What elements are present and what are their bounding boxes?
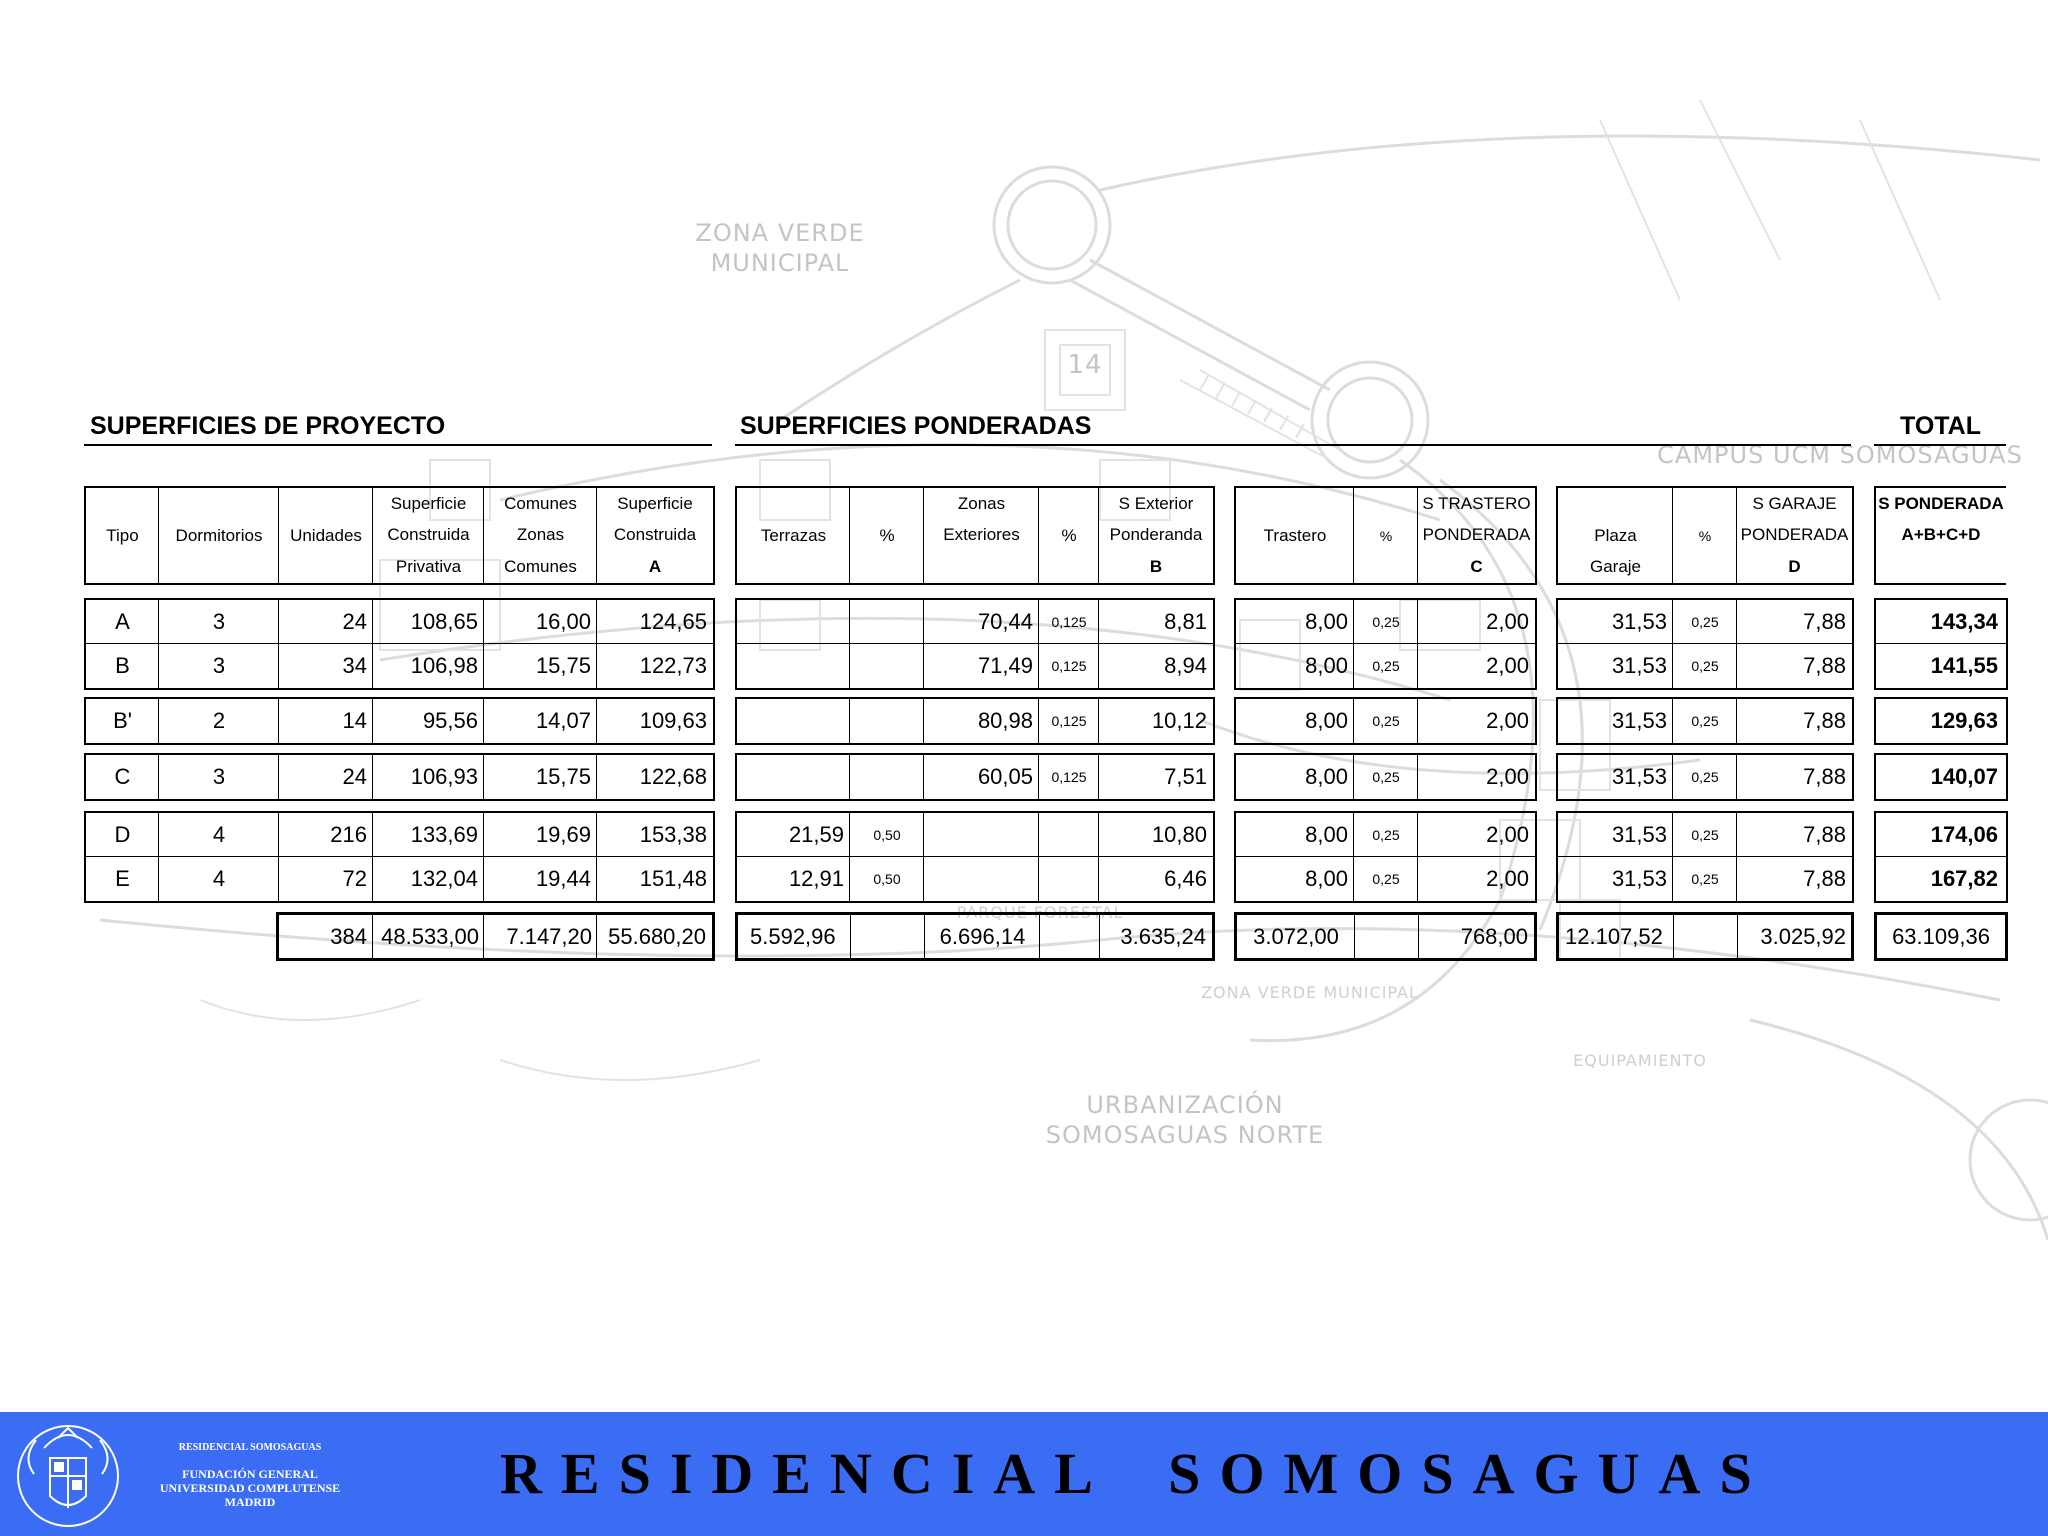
cell-tipo: E xyxy=(115,866,130,891)
cell-sca: 124,65 xyxy=(639,609,707,634)
cell-plaza: 31,53 xyxy=(1611,822,1667,847)
cell-terr: 12,91 xyxy=(788,866,844,891)
footer-logo-line-3: UNIVERSIDAD COMPLUTENSE xyxy=(159,1481,341,1495)
cell-sca: 109,63 xyxy=(639,708,707,733)
cell-com: 15,75 xyxy=(535,653,591,678)
cell-total: 141,55 xyxy=(1930,653,1998,678)
header-sup-construida-3: A xyxy=(648,557,662,576)
cell-sgd: 7,88 xyxy=(1803,609,1846,634)
section-title-ponderadas: SUPERFICIES PONDERADAS xyxy=(740,412,1092,440)
cell-com: 19,69 xyxy=(535,822,591,847)
row-group-exterior xyxy=(735,598,1215,690)
row-group-proyecto xyxy=(84,811,715,903)
total-trastero: 3.072,00 xyxy=(1253,924,1339,949)
cell-gpct: 0,25 xyxy=(1691,871,1719,887)
cell-zext: 71,49 xyxy=(977,653,1033,678)
row-group-trastero xyxy=(1234,598,1537,690)
header-s-exterior-1: S Exterior xyxy=(1118,494,1194,513)
cell-sext: 8,94 xyxy=(1164,653,1207,678)
header-trastero xyxy=(1234,486,1537,585)
cell-com: 14,07 xyxy=(535,708,591,733)
cell-total: 174,06 xyxy=(1930,822,1998,847)
header-s-garaje-2: PONDERADA xyxy=(1740,525,1849,544)
cell-tpct: 0,50 xyxy=(873,827,901,843)
cell-dorm: 3 xyxy=(212,653,226,678)
cell-gpct: 0,25 xyxy=(1691,658,1719,674)
cell-com: 19,44 xyxy=(535,866,591,891)
header-garaje xyxy=(1556,486,1854,585)
cell-trpct: 0,25 xyxy=(1372,871,1400,887)
header-s-exterior-2: Ponderanda xyxy=(1109,525,1203,544)
cell-sgd: 7,88 xyxy=(1803,764,1846,789)
header-sup-privativa-3: Privativa xyxy=(395,557,462,576)
cell-tras: 8,00 xyxy=(1305,866,1348,891)
cell-unid: 72 xyxy=(342,866,367,891)
total-cell xyxy=(1040,915,1100,958)
map-label-equipamiento: EQUIPAMIENTO xyxy=(1573,1051,1707,1070)
cell-terr xyxy=(737,699,844,743)
header-s-trastero-2: PONDERADA xyxy=(1422,525,1531,544)
cell-zpct xyxy=(1039,857,1099,901)
totals-total xyxy=(1874,912,2008,961)
cell-plaza: 31,53 xyxy=(1611,764,1667,789)
header-comunes-2: Zonas xyxy=(516,525,565,544)
cell-tras: 8,00 xyxy=(1305,708,1348,733)
header-plaza-1: Plaza xyxy=(1594,526,1637,545)
header-zonas-ext-2: Exteriores xyxy=(943,525,1020,544)
header-s-trastero-3: C xyxy=(1470,557,1483,576)
cell-tpct xyxy=(850,644,924,688)
cell-tras: 8,00 xyxy=(1305,822,1348,847)
header-sup-construida-2: Construida xyxy=(613,525,697,544)
cell-unid: 24 xyxy=(342,609,367,634)
total-s-trastero: 768,00 xyxy=(1460,924,1528,949)
cell-plaza: 31,53 xyxy=(1611,609,1667,634)
map-label-zona-verde xyxy=(680,218,880,278)
total-ponderada: 63.109,36 xyxy=(1892,924,1990,949)
row-group-exterior xyxy=(735,697,1215,745)
map-label-line: MUNICIPAL xyxy=(710,249,850,277)
cell-tipo: B xyxy=(115,653,130,678)
totals-garaje xyxy=(1556,912,1854,961)
cell-trpct: 0,25 xyxy=(1372,827,1400,843)
map-label-parque: PARQUE FORESTAL xyxy=(956,903,1124,922)
cell-sext: 10,12 xyxy=(1151,708,1207,733)
total-cell xyxy=(851,915,925,958)
section-underline xyxy=(735,444,1851,446)
cell-tipo: C xyxy=(114,764,131,789)
cell-strc: 2,00 xyxy=(1486,764,1529,789)
cell-zpct: 0,125 xyxy=(1051,769,1087,785)
cell-total: 143,34 xyxy=(1930,609,1998,634)
header-pct-trastero: % xyxy=(1379,528,1393,544)
row-group-garaje xyxy=(1556,753,1854,801)
header-unidades: Unidades xyxy=(290,526,362,545)
total-cell xyxy=(1674,915,1738,958)
row-group-trastero xyxy=(1234,811,1537,903)
cell-tras: 8,00 xyxy=(1305,609,1348,634)
header-s-garaje-1: S GARAJE xyxy=(1752,494,1837,513)
row-group-proyecto xyxy=(84,598,715,690)
header-proyecto xyxy=(84,486,715,585)
footer-logo-line-4: MADRID xyxy=(224,1495,276,1509)
header-total-1: S PONDERADA xyxy=(1878,494,2004,513)
header-comunes-3: Comunes xyxy=(504,557,577,576)
row-group-garaje xyxy=(1556,811,1854,903)
cell-zext xyxy=(924,857,1033,901)
cell-dorm: 2 xyxy=(212,708,226,733)
cell-strc: 2,00 xyxy=(1486,653,1529,678)
map-label-urbanizacion xyxy=(1020,1090,1350,1150)
footer-title: RESIDENCIAL SOMOSAGUAS xyxy=(500,1441,1771,1506)
cell-zext: 70,44 xyxy=(977,609,1033,634)
cell-terr: 21,59 xyxy=(788,822,844,847)
cell-sext: 10,80 xyxy=(1151,822,1207,847)
header-plaza-2: Garaje xyxy=(1589,557,1642,576)
university-crest-icon xyxy=(14,1418,122,1530)
cell-unid: 34 xyxy=(342,653,367,678)
cell-dorm: 4 xyxy=(212,822,226,847)
header-total xyxy=(1874,486,2006,585)
row-group-trastero xyxy=(1234,753,1537,801)
row-group-proyecto xyxy=(84,697,715,745)
cell-sgd: 7,88 xyxy=(1803,822,1846,847)
cell-strc: 2,00 xyxy=(1486,609,1529,634)
row-group-exterior xyxy=(735,753,1215,801)
cell-terr xyxy=(737,600,844,644)
cell-zpct: 0,125 xyxy=(1051,713,1087,729)
cell-gpct: 0,25 xyxy=(1691,769,1719,785)
cell-priv: 106,98 xyxy=(410,653,478,678)
cell-sgd: 7,88 xyxy=(1803,866,1846,891)
cell-sca: 151,48 xyxy=(639,866,707,891)
cell-tpct xyxy=(850,699,924,743)
cell-sext: 7,51 xyxy=(1164,764,1207,789)
row-group-garaje xyxy=(1556,598,1854,690)
header-terrazas: Terrazas xyxy=(760,526,827,545)
cell-sgd: 7,88 xyxy=(1803,653,1846,678)
header-s-exterior-3: B xyxy=(1149,557,1163,576)
cell-priv: 108,65 xyxy=(410,609,478,634)
cell-unid: 216 xyxy=(330,822,367,847)
cell-strc: 2,00 xyxy=(1486,866,1529,891)
cell-priv: 95,56 xyxy=(422,708,478,733)
cell-zext xyxy=(924,813,1033,857)
header-sup-privativa-2: Construida xyxy=(387,525,470,544)
total-unidades: 384 xyxy=(330,924,367,949)
cell-plaza: 31,53 xyxy=(1611,653,1667,678)
cell-sext: 6,46 xyxy=(1164,866,1207,891)
totals-exterior xyxy=(735,912,1215,961)
row-group-total xyxy=(1874,697,2008,745)
row-group-proyecto xyxy=(84,753,715,801)
cell-tipo: B' xyxy=(113,708,132,733)
total-plaza: 12.107,52 xyxy=(1565,924,1663,949)
cell-tras: 8,00 xyxy=(1305,764,1348,789)
cell-gpct: 0,25 xyxy=(1691,713,1719,729)
cell-sgd: 7,88 xyxy=(1803,708,1846,733)
cell-tpct: 0,50 xyxy=(873,871,901,887)
map-label-campus: CAMPUS UCM SOMOSAGUAS xyxy=(1657,441,2023,469)
totals-trastero xyxy=(1234,912,1537,961)
total-zonas-ext: 6.696,14 xyxy=(939,924,1026,949)
cell-unid: 24 xyxy=(342,764,367,789)
map-label-line: ZONA VERDE xyxy=(695,219,865,247)
cell-com: 16,00 xyxy=(535,609,591,634)
map-label-building-number: 14 xyxy=(1067,350,1103,380)
total-s-garaje: 3.025,92 xyxy=(1760,924,1846,949)
cell-tras: 8,00 xyxy=(1305,653,1348,678)
cell-dorm: 3 xyxy=(212,764,226,789)
footer-logo-line-2: FUNDACIÓN GENERAL xyxy=(182,1467,318,1481)
header-pct-garaje: % xyxy=(1698,528,1712,544)
cell-unid: 14 xyxy=(342,708,367,733)
map-label-line: SOMOSAGUAS NORTE xyxy=(1045,1121,1325,1149)
cell-priv: 133,69 xyxy=(410,822,478,847)
cell-terr xyxy=(737,644,844,688)
cell-strc: 2,00 xyxy=(1486,708,1529,733)
section-title-proyecto: SUPERFICIES DE PROYECTO xyxy=(90,412,446,440)
total-terrazas: 5.592,96 xyxy=(750,924,836,949)
header-tipo: Tipo xyxy=(106,526,139,545)
cell-priv: 106,93 xyxy=(410,764,478,789)
header-pct-zonas: % xyxy=(1061,526,1077,545)
cell-sca: 122,68 xyxy=(639,764,707,789)
row-group-total xyxy=(1874,811,2008,903)
cell-dorm: 4 xyxy=(212,866,226,891)
row-group-total xyxy=(1874,598,2008,690)
row-group-trastero xyxy=(1234,697,1537,745)
totals-proyecto xyxy=(276,912,715,961)
row-group-total xyxy=(1874,753,2008,801)
cell-trpct: 0,25 xyxy=(1372,769,1400,785)
cell-plaza: 31,53 xyxy=(1611,866,1667,891)
cell-sca: 122,73 xyxy=(639,653,707,678)
header-zonas-ext-1: Zonas xyxy=(957,494,1006,513)
cell-trpct: 0,25 xyxy=(1372,713,1400,729)
section-title-total: TOTAL xyxy=(1900,412,1982,440)
cell-priv: 132,04 xyxy=(410,866,478,891)
cell-total: 140,07 xyxy=(1930,764,1998,789)
section-underline xyxy=(84,444,712,446)
total-comunes: 7.147,20 xyxy=(506,924,592,949)
header-sup-construida-1: Superficie xyxy=(617,494,693,513)
header-exterior xyxy=(735,486,1215,585)
cell-zpct: 0,125 xyxy=(1051,658,1087,674)
cell-tipo: A xyxy=(115,609,130,634)
cell-dorm: 3 xyxy=(212,609,226,634)
cell-gpct: 0,25 xyxy=(1691,614,1719,630)
cell-tipo: D xyxy=(114,822,131,847)
header-dormitorios: Dormitorios xyxy=(175,526,263,545)
total-construida: 55.680,20 xyxy=(608,924,706,949)
cell-com: 15,75 xyxy=(535,764,591,789)
cell-plaza: 31,53 xyxy=(1611,708,1667,733)
cell-trpct: 0,25 xyxy=(1372,658,1400,674)
cell-zpct xyxy=(1039,813,1099,857)
total-cell xyxy=(1355,915,1419,958)
cell-strc: 2,00 xyxy=(1486,822,1529,847)
cell-gpct: 0,25 xyxy=(1691,827,1719,843)
total-s-exterior: 3.635,24 xyxy=(1120,924,1206,949)
map-label-zona-verde-municipal: ZONA VERDE MUNICIPAL xyxy=(1201,983,1419,1002)
cell-sca: 153,38 xyxy=(639,822,707,847)
header-trastero-label: Trastero xyxy=(1263,526,1327,545)
footer-logo-line-1: RESIDENCIAL SOMOSAGUAS xyxy=(178,1442,322,1453)
cell-tpct xyxy=(850,600,924,644)
header-total-2: A+B+C+D xyxy=(1901,525,1981,544)
row-group-exterior xyxy=(735,811,1215,903)
cell-terr xyxy=(737,755,844,799)
cell-total: 129,63 xyxy=(1930,708,1998,733)
cell-zext: 60,05 xyxy=(977,764,1033,789)
section-underline xyxy=(1874,444,2006,446)
header-sup-privativa-1: Superficie xyxy=(390,494,467,513)
header-s-garaje-3: D xyxy=(1788,557,1801,576)
header-comunes-1: Comunes xyxy=(504,494,577,513)
header-pct-terrazas: % xyxy=(879,526,895,545)
map-label-line: URBANIZACIÓN xyxy=(1086,1091,1284,1119)
cell-zext: 80,98 xyxy=(977,708,1033,733)
cell-zpct: 0,125 xyxy=(1051,614,1087,630)
cell-sext: 8,81 xyxy=(1164,609,1207,634)
cell-total: 167,82 xyxy=(1930,866,1998,891)
cell-tpct xyxy=(850,755,924,799)
cell-trpct: 0,25 xyxy=(1372,614,1400,630)
total-privativa: 48.533,00 xyxy=(381,924,479,949)
row-group-garaje xyxy=(1556,697,1854,745)
header-s-trastero-1: S TRASTERO xyxy=(1422,494,1531,513)
